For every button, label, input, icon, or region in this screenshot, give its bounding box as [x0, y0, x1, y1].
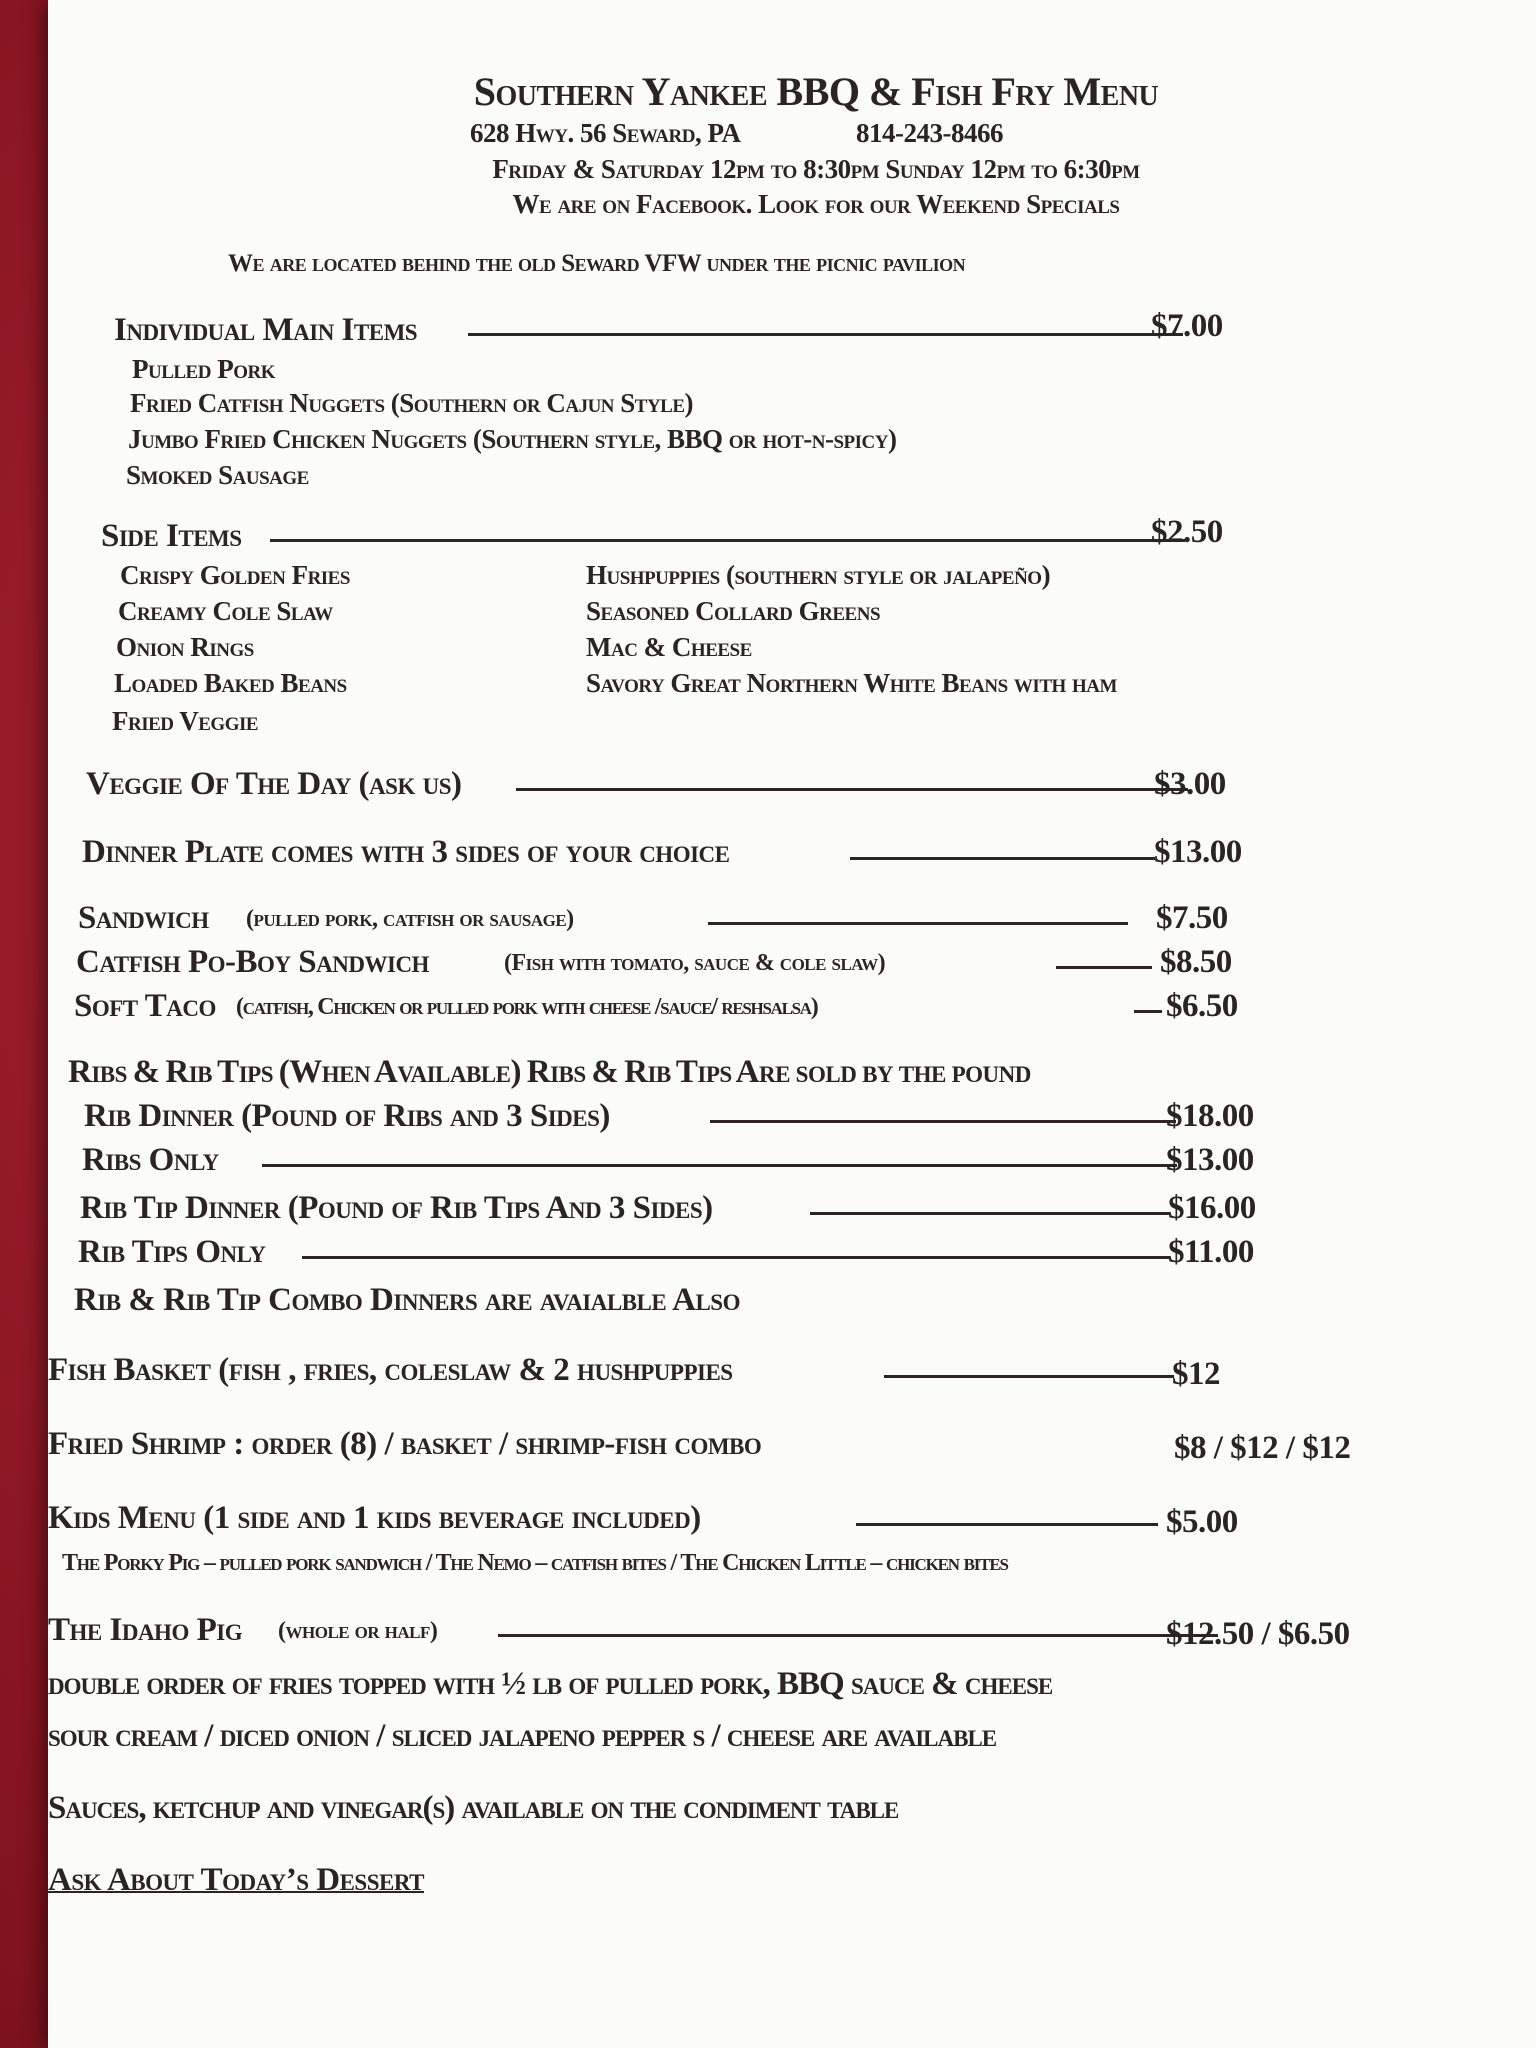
sandwich-price: $7.50: [1156, 900, 1228, 936]
leader-line: [884, 1375, 1174, 1378]
list-item: Fried Catfish Nuggets (Southern or Cajun Style): [130, 388, 694, 418]
leader-line: [302, 1256, 1170, 1259]
sandwich-desc: (pulled pork, catfish or sausage): [246, 906, 574, 932]
leader-line: [708, 922, 1128, 925]
ribs-only-price: $13.00: [1166, 1142, 1254, 1178]
list-item: Crispy Golden Fries: [120, 560, 350, 590]
idaho-pig-line-2: sour cream / diced onion / sliced jalapeno pepper s / cheese are available: [48, 1718, 997, 1754]
leader-line: [262, 1164, 1177, 1167]
rib-dinner-label: Rib Dinner (Pound of Ribs and 3 Sides): [84, 1098, 610, 1134]
side-items-heading: Side Items: [101, 518, 242, 554]
side-items-price: $2.50: [1151, 514, 1223, 550]
rib-tip-dinner-label: Rib Tip Dinner (Pound of Rib Tips And 3 Sides): [80, 1190, 713, 1226]
dinner-plate-price: $13.00: [1154, 834, 1242, 870]
fried-shrimp-price: $8 / $12 / $12: [1174, 1430, 1351, 1466]
list-item: Smoked Sausage: [126, 460, 309, 490]
list-item: Fried Veggie: [112, 706, 259, 736]
main-items-price: $7.00: [1151, 308, 1223, 344]
fried-shrimp-label: Fried Shrimp : order (8) / basket / shrimp-fish combo: [48, 1426, 762, 1462]
kids-menu-price: $5.00: [1166, 1504, 1238, 1540]
kids-menu-options: The Porky Pig – pulled pork sandwich / The Nemo – catfish bites / The Chicken Little – chicken bites: [62, 1550, 1008, 1576]
veggie-label: Veggie Of The Day (ask us): [86, 766, 462, 802]
dinner-plate-label: Dinner Plate comes with 3 sides of your choice: [82, 834, 730, 870]
soft-taco-price: $6.50: [1166, 988, 1238, 1024]
veggie-price: $3.00: [1154, 766, 1226, 802]
soft-taco-name: Soft Taco: [74, 988, 216, 1024]
menu-title: Southern Yankee BBQ & Fish Fry Menu: [473, 69, 1159, 114]
idaho-pig-name: The Idaho Pig: [48, 1612, 243, 1648]
leader-line: [1134, 1010, 1162, 1013]
leader-line: [498, 1634, 1218, 1637]
list-item: Savory Great Northern White Beans with ham: [586, 668, 1117, 698]
menu-sheet: [48, 0, 1536, 2048]
rib-combo-note: Rib & Rib Tip Combo Dinners are avaialble Also: [74, 1282, 740, 1318]
sandwich-name: Sandwich: [78, 900, 209, 936]
po-boy-price: $8.50: [1160, 944, 1232, 980]
location-note: We are located behind the old Seward VFW under the picnic pavilion: [228, 250, 966, 277]
rib-tips-only-price: $11.00: [1168, 1234, 1254, 1270]
facebook-note: We are on Facebook. Look for our Weekend Specials: [512, 189, 1120, 219]
rib-dinner-price: $18.00: [1166, 1098, 1254, 1134]
idaho-pig-price: $12.50 / $6.50: [1166, 1616, 1350, 1652]
kids-menu-label: Kids Menu (1 side and 1 kids beverage included): [48, 1500, 701, 1536]
leader-line: [516, 788, 1188, 791]
idaho-pig-line-1: double order of fries topped with ½ lb of pulled pork, BBQ sauce & cheese: [48, 1666, 1053, 1702]
leader-line: [1056, 966, 1152, 969]
fish-basket-price: $12: [1172, 1356, 1220, 1392]
list-item: Pulled Pork: [132, 354, 275, 384]
dessert-note: Ask About Today’s Dessert: [48, 1862, 424, 1898]
leader-line: [850, 857, 1155, 860]
po-boy-desc: (Fish with tomato, sauce & cole slaw): [504, 950, 886, 976]
list-item: Loaded Baked Beans: [114, 668, 347, 698]
fish-basket-label: Fish Basket (fish , fries, coleslaw & 2 hushpuppies: [48, 1352, 733, 1388]
sauces-note: Sauces, ketchup and vinegar(s) available on the condiment table: [48, 1790, 899, 1826]
ribs-heading: Ribs & Rib Tips (When Available) Ribs & Rib Tips Are sold by the pound: [68, 1054, 1031, 1090]
list-item: Jumbo Fried Chicken Nuggets (Southern style, BBQ or hot-n-spicy): [128, 424, 897, 454]
soft-taco-desc: (catfish, Chicken or pulled pork with cheese /sauce/ reshsalsa): [236, 994, 818, 1020]
leader-line: [710, 1120, 1176, 1123]
ribs-only-label: Ribs Only: [82, 1142, 219, 1178]
list-item: Seasoned Collard Greens: [586, 596, 881, 626]
list-item: Onion Rings: [116, 632, 254, 662]
main-items-heading: Individual Main Items: [114, 312, 418, 348]
rib-tip-dinner-price: $16.00: [1168, 1190, 1256, 1226]
po-boy-name: Catfish Po-Boy Sandwich: [76, 944, 429, 980]
rib-tips-only-label: Rib Tips Only: [78, 1234, 266, 1270]
phone-number: 814-243-8466: [856, 118, 1003, 148]
leader-line: [270, 539, 1185, 542]
list-item: Mac & Cheese: [586, 632, 752, 662]
leader-line: [856, 1523, 1158, 1526]
business-hours: Friday & Saturday 12pm to 8:30pm Sunday 12pm to 6:30pm: [492, 154, 1140, 184]
list-item: Creamy Cole Slaw: [118, 596, 333, 626]
leader-line: [468, 333, 1183, 336]
list-item: Hushpuppies (southern style or jalapeño): [586, 560, 1051, 590]
leader-line: [810, 1212, 1170, 1215]
address: 628 Hwy. 56 Seward, PA: [470, 118, 741, 148]
idaho-pig-desc: (whole or half): [278, 1618, 438, 1644]
